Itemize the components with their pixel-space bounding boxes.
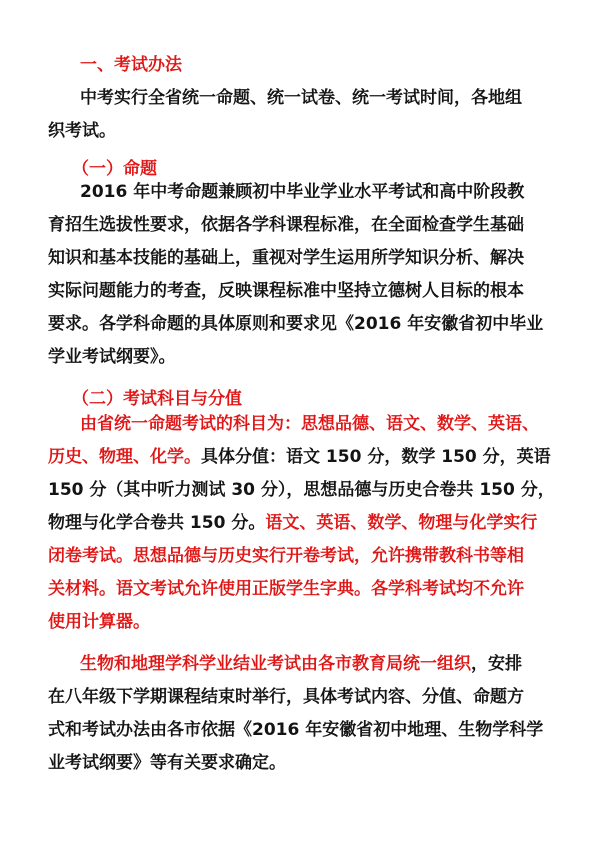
text-line: 使用计算器。 bbox=[48, 612, 150, 632]
text-line: 织考试。 bbox=[48, 121, 116, 141]
text-line: 在八年级下学期课程结束时举行，具体考试内容、分值、命题方 bbox=[48, 687, 524, 707]
paragraph-exam-method bbox=[48, 82, 560, 148]
text-line: 150 分（其中听力测试 30 分），思想品德与历史合卷共 150 分， bbox=[48, 480, 555, 500]
section-heading-subjects-scores: （二）考试科目与分值 bbox=[72, 389, 242, 409]
text-line: 实际问题能力的考查，反映课程标准中坚持立德树人目标的根本 bbox=[48, 281, 524, 301]
text-line: 关材料。语文考试允许使用正版学生字典。各学科考试均不允许 bbox=[48, 579, 524, 599]
section-heading-proposition: （一）命题 bbox=[72, 159, 157, 179]
text-line: 中考实行全省统一命题、统一试卷、统一考试时间，各地组 bbox=[80, 88, 522, 108]
text-line: 业考试纲要》等有关要求确定。 bbox=[48, 753, 286, 773]
section-heading-exam-method: 一、考试办法 bbox=[80, 55, 182, 75]
text-line: 学业考试纲要》。 bbox=[48, 347, 176, 367]
text-fragment-red: 生物和地理学科学业结业考试由各市教育局统一组织 bbox=[80, 654, 471, 674]
text-line: 2016 年中考命题兼顾初中毕业学业水平考试和高中阶段教 bbox=[80, 182, 525, 202]
text-fragment-red: 历史、物理、化学。 bbox=[48, 447, 201, 467]
text-line: 育招生选拔性要求，依据各学科课程标准，在全面检查学生基础 bbox=[48, 215, 524, 235]
text-line: 式和考试办法由各市依据《2016 年安徽省初中地理、生物学科学 bbox=[48, 720, 544, 740]
text-fragment: 物理与化学合卷共 150 分。 bbox=[48, 513, 266, 533]
paragraph-proposition bbox=[48, 176, 560, 374]
text-line bbox=[48, 441, 560, 474]
text-line: 要求。各学科命题的具体原则和要求见《2016 年安徽省初中毕业 bbox=[48, 314, 544, 334]
paragraph-biology-geography bbox=[48, 648, 560, 780]
text-line: 闭卷考试。思想品德与历史实行开卷考试，允许携带教科书等相 bbox=[48, 546, 524, 566]
text-fragment: ，安排 bbox=[471, 654, 522, 674]
text-line: 由省统一命题考试的科目为：思想品德、语文、数学、英语、 bbox=[80, 414, 539, 434]
text-line bbox=[48, 507, 560, 540]
text-fragment-red: 语文、英语、数学、物理与化学实行 bbox=[265, 513, 538, 533]
text-fragment: 具体分值：语文 150 分，数学 150 分，英语 bbox=[201, 447, 551, 467]
paragraph-subjects bbox=[48, 408, 560, 639]
text-line bbox=[80, 648, 560, 681]
text-line: 知识和基本技能的基础上，重视对学生运用所学知识分析、解决 bbox=[48, 248, 524, 268]
